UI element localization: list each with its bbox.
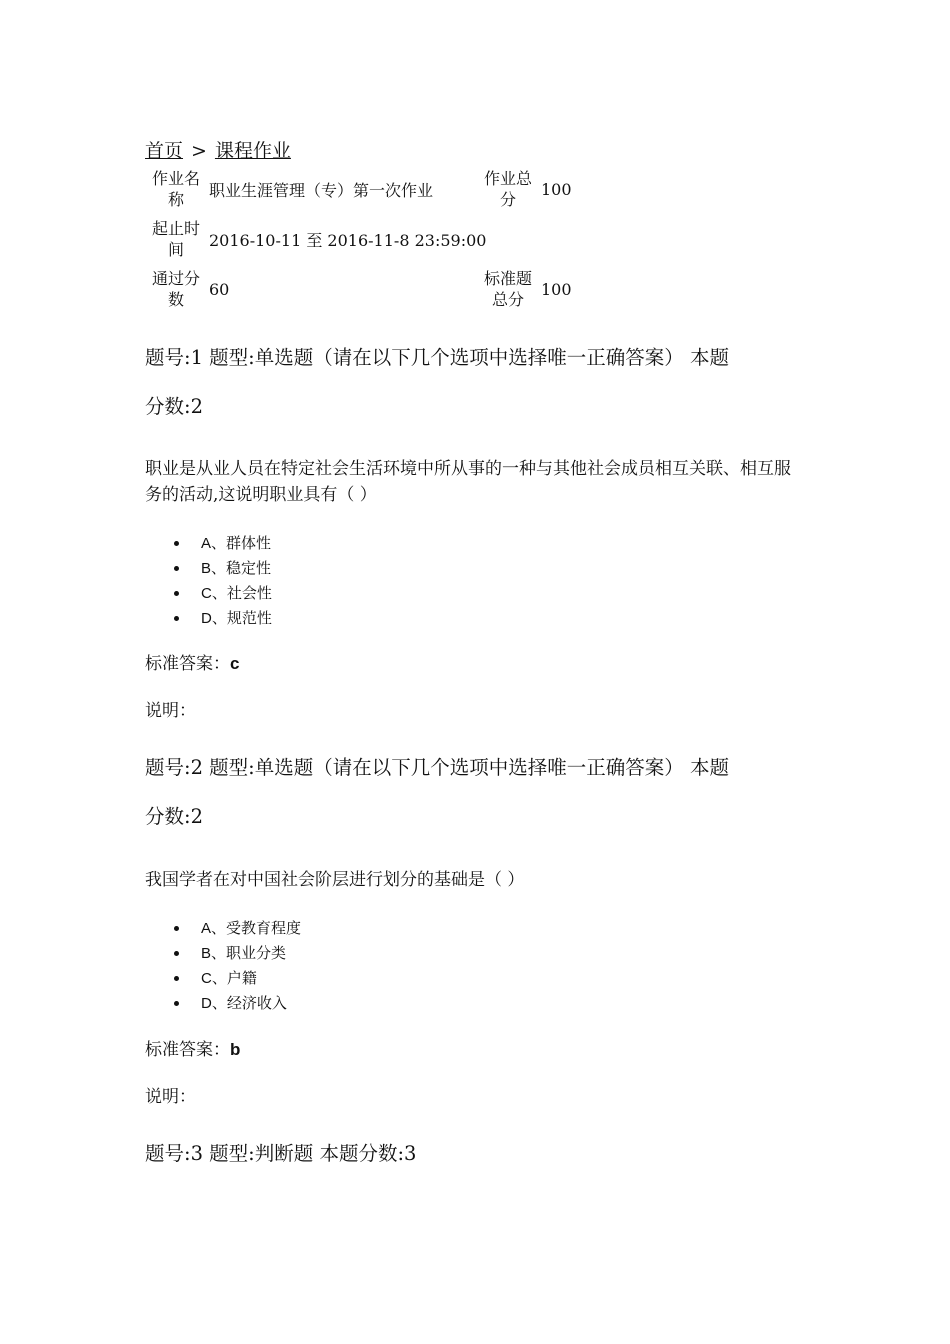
assignment-info-table <box>145 164 574 314</box>
breadcrumb-current-link[interactable]: 课程作业 <box>214 140 291 162</box>
question-3-header: 题号:3 题型:判断题 本题分数:3 <box>145 1142 417 1165</box>
question-2-explanation: 说明： <box>145 1087 196 1107</box>
breadcrumb <box>145 138 291 164</box>
document-page <box>145 0 825 1344</box>
standard-total-value: 100 <box>541 279 572 299</box>
answer-label: 标准答案： <box>145 654 230 674</box>
pass-score-label: 通过分数 <box>151 269 200 309</box>
question-1-options <box>145 531 272 631</box>
question-2-option-b[interactable]: B、职业分类 <box>145 941 301 966</box>
assignment-name-value: 职业生涯管理（专）第一次作业 <box>209 180 434 200</box>
info-row-name <box>145 164 574 214</box>
question-1-option-b[interactable]: B、稳定性 <box>145 556 272 581</box>
question-2-options <box>145 916 301 1016</box>
info-row-pass <box>145 264 574 314</box>
question-2-score: 分数:2 <box>145 805 203 828</box>
question-1-option-c[interactable]: C、社会性 <box>145 581 272 606</box>
answer-value: c <box>230 654 240 673</box>
answer-value: b <box>230 1040 241 1059</box>
question-1-option-a[interactable]: A、群体性 <box>145 531 272 556</box>
question-1-text: 职业是从业人员在特定社会生活环境中所从事的一种与其他社会成员相互关联、相互服务的活动,这说明职业具有（ ） <box>145 459 791 505</box>
question-2-option-a[interactable]: A、受教育程度 <box>145 916 301 941</box>
question-2-answer <box>145 1037 240 1063</box>
breadcrumb-home-link[interactable]: 首页 <box>145 140 184 162</box>
assignment-name-label: 作业名称 <box>151 169 200 209</box>
pass-score-value: 60 <box>209 279 230 299</box>
standard-total-label: 标准题总分 <box>483 269 532 309</box>
question-1-option-d[interactable]: D、规范性 <box>145 606 272 631</box>
question-2-text: 我国学者在对中国社会阶层进行划分的基础是（ ） <box>145 870 525 890</box>
breadcrumb-separator: > <box>191 140 207 162</box>
period-label: 起止时间 <box>151 219 200 259</box>
question-2-option-c[interactable]: C、户籍 <box>145 966 301 991</box>
question-1-answer <box>145 651 239 677</box>
question-2-header: 题号:2 题型:单选题（请在以下几个选项中选择唯一正确答案） 本题 <box>145 756 729 779</box>
question-1-header: 题号:1 题型:单选题（请在以下几个选项中选择唯一正确答案） 本题 <box>145 346 729 369</box>
assignment-total-value: 100 <box>541 179 572 199</box>
period-value: 2016-10-11 至 2016-11-8 23:59:00 <box>209 230 487 250</box>
question-1-score: 分数:2 <box>145 395 203 418</box>
info-row-period <box>145 214 574 264</box>
question-2-option-d[interactable]: D、经济收入 <box>145 991 301 1016</box>
question-1-explanation: 说明： <box>145 701 196 721</box>
answer-label: 标准答案： <box>145 1040 230 1060</box>
assignment-total-label: 作业总分 <box>483 169 532 209</box>
